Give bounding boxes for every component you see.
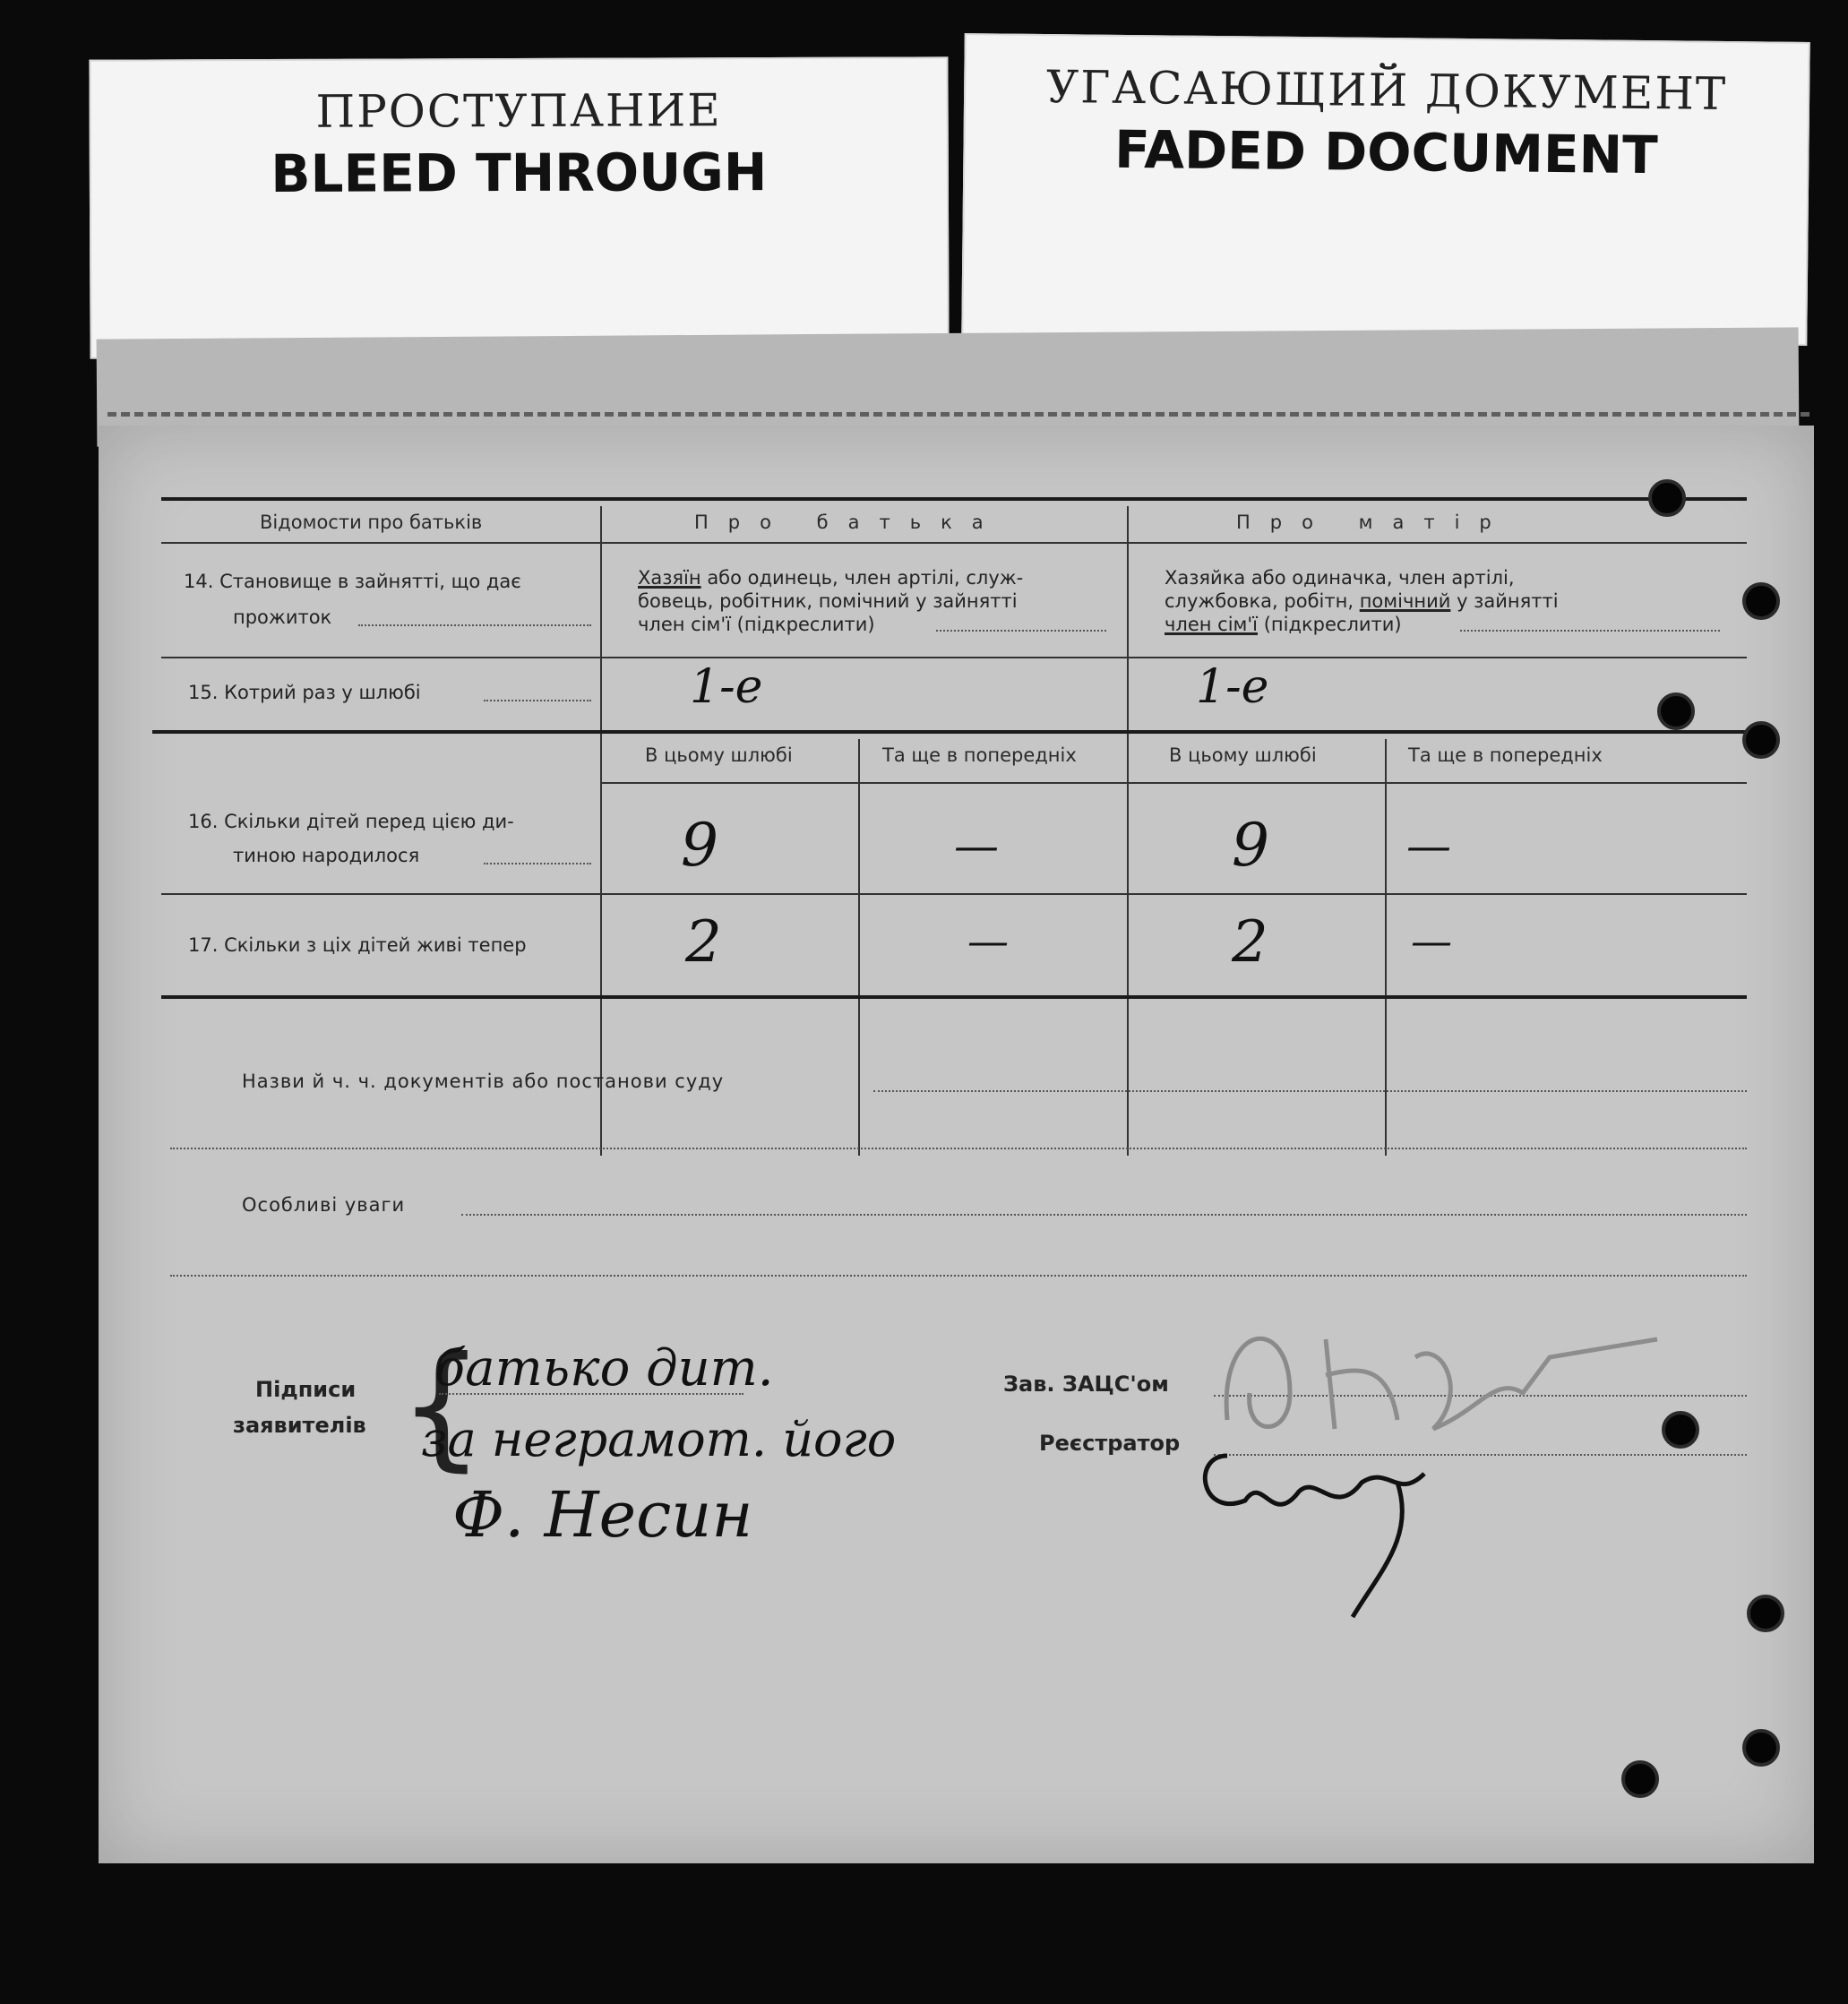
- faded-document-label-en: FADED DOCUMENT: [1113, 118, 1659, 186]
- remarks-line-1: [461, 1214, 1747, 1216]
- registrar-signature: [1191, 1420, 1514, 1626]
- row14-father-line1-rest: або одинець, член артілі, служ-: [707, 567, 1024, 589]
- row17-father-prev: —: [967, 916, 1009, 965]
- row15-label: 15. Котрий раз у шлюбі: [188, 682, 421, 703]
- row17-mother-this: 2: [1232, 909, 1268, 976]
- row16-mother-this: 9: [1232, 811, 1269, 880]
- row14-father-selected-option: Хазяїн: [638, 567, 701, 589]
- row15-mother-value: 1-е: [1196, 660, 1269, 714]
- row14-label-line1: 14. Становище в зайнятті, що дає: [184, 571, 521, 592]
- father-previous-header: Та ще в попередніх: [882, 744, 1077, 766]
- subheader-underline: [600, 782, 1747, 784]
- punch-hole: [1742, 1729, 1780, 1767]
- record-form-sheet: [99, 426, 1814, 1863]
- row14-mother-line2-post: у зайнятті: [1457, 590, 1559, 612]
- punch-hole: [1648, 479, 1686, 517]
- row16-father-this: 9: [681, 811, 718, 880]
- row14-leader-dots: [358, 624, 591, 626]
- applicant-signature-line3: Ф. Несин: [452, 1478, 753, 1552]
- applicant-signature-line1: батько дит.: [434, 1339, 774, 1398]
- punch-hole: [1747, 1595, 1784, 1632]
- row15-bottom-rule: [152, 730, 1747, 734]
- row14-father-line2: бовець, робітник, помічний у зайнятті: [638, 590, 1018, 612]
- row14-mother-dots: [1460, 630, 1720, 632]
- row14-mother-selected-option-2: член сім'ї: [1165, 614, 1258, 635]
- zags-head-label: Зав. ЗАЦС'ом: [1003, 1372, 1169, 1397]
- remarks-line-2: [170, 1275, 1747, 1277]
- signatures-label-line2: заявителів: [233, 1413, 366, 1438]
- signatures-brace: {: [399, 1329, 485, 1484]
- punch-hole: [1742, 582, 1780, 620]
- bleed-through-label-en: BLEED THROUGH: [271, 142, 768, 204]
- row17-label: 17. Скільки з ціх дітей живі тепер: [188, 934, 527, 956]
- row15-father-value: 1-е: [690, 660, 763, 714]
- row16-leader-dots: [484, 863, 591, 864]
- father-this-marriage-header: В цьому шлюбі: [645, 744, 793, 766]
- row16-mother-prev: —: [1406, 820, 1451, 872]
- row16-bottom-line: [161, 893, 1747, 895]
- row14-mother-line3: [1165, 610, 1402, 639]
- row14-father-dots: [936, 630, 1106, 632]
- row16-father-prev: —: [954, 820, 999, 872]
- row14-mother-line1: Хазяйка або одиначка, член артілі,: [1165, 567, 1515, 589]
- row14-mother-selected-option: помічний: [1359, 590, 1451, 612]
- row14-label-line2: прожиток: [233, 606, 332, 628]
- col-sep-mother-sub: [1385, 739, 1387, 1156]
- info-column-header: Відомости про батьків: [260, 512, 483, 533]
- row17-father-this: 2: [685, 909, 722, 976]
- mother-column-header: Про матір: [1236, 512, 1511, 533]
- bleed-through-label-ru: ПРОСТУПАНИЕ: [315, 84, 722, 138]
- documents-line-1: [873, 1090, 1747, 1092]
- row14-father-line3: член сім'ї (підкреслити): [638, 614, 875, 635]
- row14-bottom-line: [161, 657, 1747, 658]
- top-rule: [161, 497, 1747, 501]
- signatures-label-line1: Підписи: [255, 1377, 357, 1402]
- punch-hole: [1742, 721, 1780, 759]
- punch-hole: [1621, 1760, 1659, 1798]
- punch-hole: [1657, 692, 1695, 730]
- mother-previous-header: Та ще в попередніх: [1408, 744, 1603, 766]
- row14-mother-line3-post: (підкреслити): [1263, 614, 1402, 635]
- row16-label-line1: 16. Скільки дітей перед цією ди-: [188, 811, 514, 832]
- row17-mother-prev: —: [1411, 916, 1452, 965]
- documents-line-2: [170, 1148, 1747, 1149]
- applicant-signature-line1-dots: [439, 1393, 743, 1395]
- col-sep-info: [600, 506, 602, 1156]
- col-sep-parents: [1127, 506, 1129, 1156]
- registrar-label: Реєстратор: [1039, 1431, 1181, 1456]
- father-column-header: Про батька: [694, 512, 1003, 533]
- documents-label: Назви й ч. ч. документів або постанови суду: [242, 1071, 725, 1092]
- applicant-signature-line2: за неграмот. його: [421, 1411, 897, 1467]
- bleed-through-label-card: [89, 56, 949, 358]
- faded-document-label-card: [961, 33, 1809, 346]
- row15-leader-dots: [484, 700, 591, 701]
- row14-mother-line2-pre: службовка, робітн,: [1165, 590, 1354, 612]
- row16-label-line2: тиною народилося: [233, 845, 420, 866]
- punch-hole: [1662, 1411, 1699, 1449]
- col-sep-father-sub: [858, 739, 860, 1156]
- faded-document-label-ru: УГАСАЮЩИЙ ДОКУМЕНТ: [1045, 61, 1728, 120]
- remarks-label: Особливі уваги: [242, 1194, 406, 1216]
- mother-this-marriage-header: В цьому шлюбі: [1169, 744, 1317, 766]
- table-bottom-rule: [161, 995, 1747, 999]
- header-underline: [161, 542, 1747, 544]
